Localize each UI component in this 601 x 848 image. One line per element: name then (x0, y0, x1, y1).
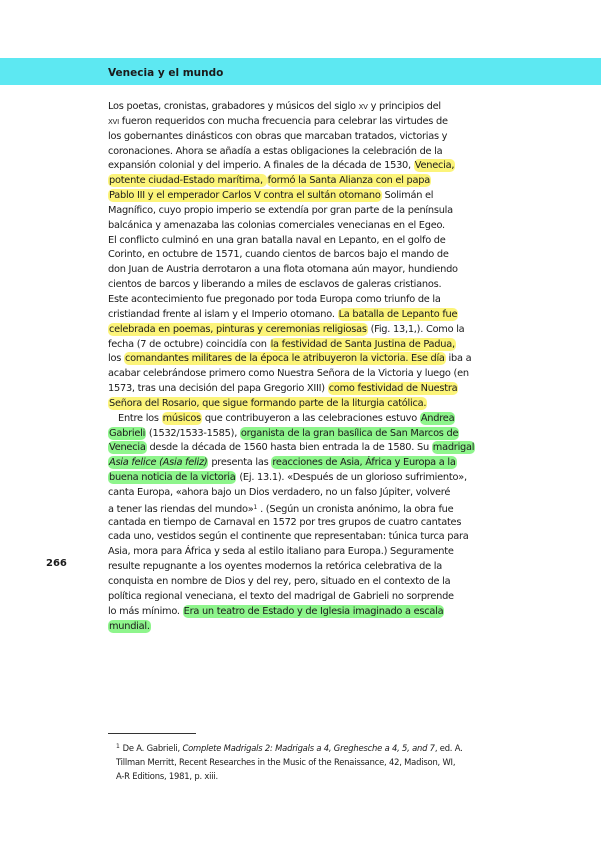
footnote-line: A-R Editions, 1981, p. xiii. (116, 771, 218, 781)
text-line: los comandantes militares de la época le atribuyeron la victoria. Ese día iba a (108, 353, 472, 365)
text-line: a tener las riendas del mundo»$^1$ . (Según un cronista anónimo, la obra fue (108, 503, 454, 515)
body-text (108, 100, 538, 634)
highlight-green: madrigal (432, 442, 475, 454)
footnote-marker: 1 (116, 743, 120, 750)
text-line: celebrada en poemas, pinturas y ceremonias religiosas (Fig. 13,1,). Como la (109, 323, 465, 335)
text-line: 1573, tras una decisión del papa Gregorio XIII) como festividad de Nuestra (108, 383, 458, 395)
text-line: buena noticia de la victoria (Ej. 13.1). «Después de un glorioso sufrimiento», (109, 472, 467, 484)
highlight-green: organista de la gran basílica de San Marcos de (240, 427, 459, 439)
text-line: El conflicto culminó en una gran batalla naval en Lepanto, en el golfo de (108, 234, 446, 246)
highlight-yellow: músicos (162, 412, 201, 424)
text-line: acabar celebrándose primero como Nuestra Señora de la Victoria y luego (en (108, 368, 469, 380)
highlight-green: Asia felice (Asia feliz) (109, 457, 208, 469)
highlight-yellow: La batalla de Lepanto fue (338, 308, 458, 320)
highlight-green: Andrea (420, 412, 455, 424)
highlight-green: reacciones de Asia, África y Europa a la (272, 457, 456, 469)
highlight-yellow: Señora del Rosario, que sigue formando parte de la liturgia católica. (109, 397, 427, 409)
highlight-green: Venecia (109, 442, 146, 454)
text-line: expansión colonial y del imperio. A finales de la década de 1530, Venecia, (108, 160, 455, 172)
highlight-yellow: como festividad de Nuestra (328, 383, 458, 395)
highlight-yellow: celebrada en poemas, pinturas y ceremonias religiosas (109, 323, 367, 335)
highlight-yellow: Pablo III y el emperador Carlos V contra el sultán otomano (109, 190, 381, 202)
footnote-line: $^1$ De A. Gabrieli, Complete Madrigals 2: Madrigals a 4, Greghesche a 4, 5, and 7, ed. A. (116, 743, 463, 753)
text-line: coronaciones. Ahora se añadía a estas obligaciones la celebración de la (108, 145, 443, 157)
text-line: Magnífico, cuyo propio imperio se extendía por gran parte de la península (108, 204, 453, 216)
text-line: cientos de barcos y liberando a miles de esclavos de galeras cristianos. (108, 279, 442, 291)
text-line: Asia felice (Asia feliz) presenta las reacciones de Asia, África y Europa a la (109, 457, 456, 469)
text-line: Los poetas, cronistas, grabadores y músicos del siglo xv y principios del (108, 101, 441, 112)
text-line: Entre los músicos que contribuyeron a las celebraciones estuvo Andrea (118, 412, 455, 424)
text-line: don Juan de Austria derrotaron a una flota otomana aún mayor, hundiendo (108, 264, 458, 276)
text-line: conquista en nombre de Dios y del rey, pero, situado en el contexto de la (108, 576, 451, 587)
text-line: Asia, mora para África y seda al estilo italiano para Europa.) Seguramente (108, 546, 454, 558)
text-line: Venecia desde la década de 1560 hasta bien entrada la de 1580. Su madrigal (109, 442, 475, 454)
highlight-green: buena noticia de la victoria (109, 472, 236, 484)
text-line: Pablo III y el emperador Carlos V contra el sultán otomano Solimán el (109, 190, 434, 202)
footnote-divider (108, 733, 196, 734)
text-line: balcánica y amenazaba las colonias comerciales venecianas en el Egeo. (108, 219, 445, 231)
highlight-yellow: formó la Santa Alianza con el papa (267, 175, 430, 187)
footnote-line: Tillman Merritt, Recent Researches in the Music of the Renaissance, 42, Madison, WI, (116, 756, 456, 767)
highlight-green: Era un teatro de Estado y de Iglesia imaginado a escala (183, 605, 444, 617)
highlight-green: Gabrieli (109, 427, 146, 439)
text-line: Este acontecimiento fue pregonado por toda Europa como triunfo de la (108, 293, 441, 305)
section-title: Venecia y el mundo (108, 67, 224, 79)
text-line: cristiandad frente al islam y el Imperio otomano. La batalla de Lepanto fue (108, 308, 458, 320)
text-line: lo más mínimo. Era un teatro de Estado y de Iglesia imaginado a escala (108, 605, 444, 617)
text-line (108, 397, 538, 412)
text-line: cantada en tiempo de Carnaval en 1572 por tres grupos de cuatro cantates (108, 516, 462, 528)
highlight-yellow: Venecia, (414, 160, 455, 172)
highlight-yellow: potente ciudad-Estado marítima, (109, 175, 266, 187)
text-line (108, 174, 538, 189)
text-line: Gabrieli (1532/1533-1585), organista de la gran basílica de San Marcos de (109, 427, 459, 439)
text-line: fecha (7 de octubre) coincidía con la festividad de Santa Justina de Padua, (108, 338, 455, 350)
text-line: canta Europa, «ahora bajo un Dios verdadero, no un falso Júpiter, volveré (108, 486, 451, 498)
highlight-yellow: comandantes militares de la época le atribuyeron la victoria. Ese día (124, 353, 445, 365)
page-number: 266 (46, 558, 67, 569)
text-line: los gobernantes dinásticos con obras que marcaban tratados, victorias y (108, 130, 448, 142)
text-line: Corinto, en octubre de 1571, cuando cientos de barcos bajo el mando de (108, 249, 449, 261)
text-line: resulte repugnante a los oyentes modernos la retórica celebrativa de la (108, 561, 442, 573)
footnote (116, 740, 536, 784)
text-line (108, 620, 538, 635)
footnote-reference: 1 (253, 503, 258, 511)
highlight-yellow: la festividad de Santa Justina de Padua, (270, 338, 455, 350)
text-line: xvi fueron requeridos con mucha frecuencia para celebrar las virtudes de (108, 115, 448, 127)
section-header-band (0, 58, 601, 85)
highlight-green: mundial. (109, 620, 150, 632)
text-line: cada uno, vestidos según el continente que representaban: túnica turca para (108, 531, 469, 543)
text-line: política regional veneciana, el texto del madrigal de Gabrieli no sorprende (108, 590, 454, 602)
